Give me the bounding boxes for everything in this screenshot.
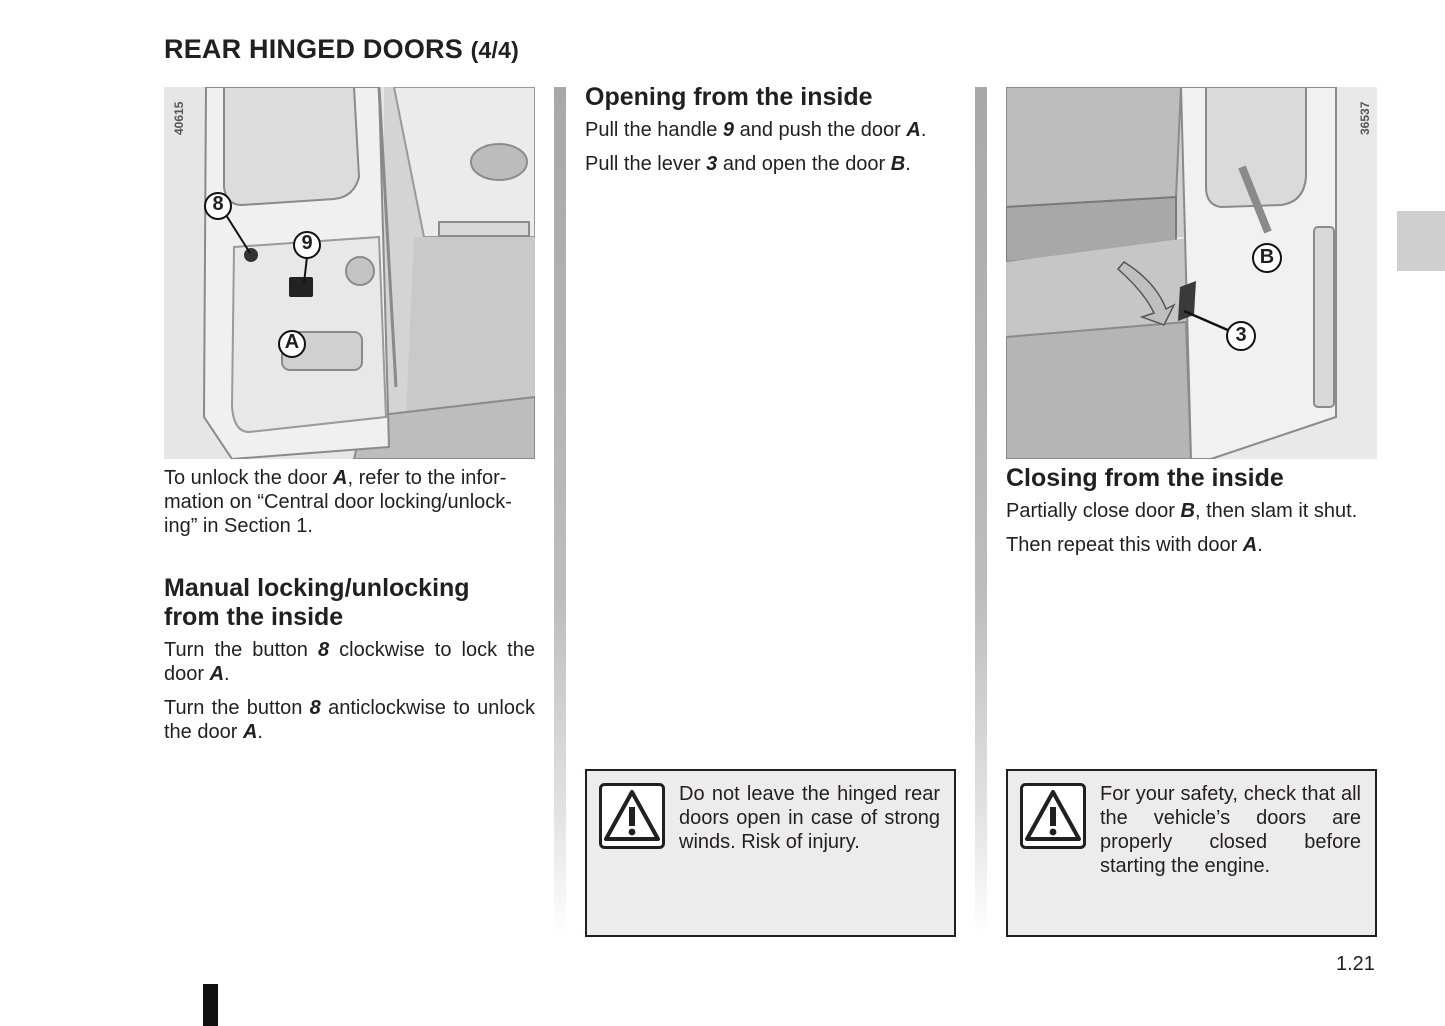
middle-column [585, 83, 956, 186]
callout-b: B [1259, 246, 1275, 268]
page-edge-marker [203, 984, 218, 1026]
page-title-main: REAR HINGED DOORS [164, 34, 463, 64]
opening-step-1-text-3: . [920, 119, 927, 141]
opening-step-2-text-3: . [905, 153, 911, 175]
closing-step-1-text-2: , then slam it shut. [1194, 500, 1358, 522]
section-tab [1397, 211, 1445, 271]
unlock-note [164, 466, 535, 538]
closing-heading: Closing from the inside [1006, 464, 1284, 492]
opening-step-1-text-2: and push the door [734, 119, 907, 141]
right-column [1006, 464, 1386, 567]
warning-text-winds: Do not leave the hinged rear doors open in case of strong winds. Risk of injury. [679, 783, 940, 853]
left-column [164, 466, 535, 754]
door-ref-b: B [890, 153, 906, 175]
warning-box-winds [585, 769, 956, 937]
unlock-note-text-2: , refer to the infor- [347, 467, 507, 489]
closing-step-1-text: Partially close door [1006, 500, 1181, 522]
manual-locking-heading-line1: Manual locking/unlocking [164, 574, 470, 602]
closing-step-2-text-2: . [1257, 534, 1263, 556]
page-number: 1.21 [1336, 953, 1375, 975]
warning-text-doors-closed: For your safety, check that all the vehicle’s doors are properly closed before starting the engine. [1100, 783, 1361, 877]
opening-heading: Opening from the inside [585, 83, 873, 111]
warning-triangle-icon [599, 783, 665, 849]
closing-step-2 [1006, 533, 1386, 557]
lock-text-1: Turn the button [164, 639, 318, 661]
figure-ref-number: 40615 [172, 101, 186, 135]
figure-rear-door-interior [164, 87, 535, 459]
door-ref-a: A [1242, 534, 1258, 556]
handle-ref-9: 9 [722, 119, 735, 141]
unlock-text-3: . [257, 721, 263, 743]
door-ref-a: A [906, 119, 921, 141]
opening-step-2 [585, 152, 956, 176]
door-ref-b: B [1180, 500, 1195, 522]
unlock-note-line3: ing” in Section 1. [164, 515, 313, 537]
warning-triangle-icon [1020, 783, 1086, 849]
lock-text-3: . [224, 663, 230, 685]
opening-step-2-text: Pull the lever [585, 153, 707, 175]
door-ref-a: A [242, 721, 258, 743]
unlock-text-1: Turn the button [164, 697, 310, 719]
callout-9: 9 [301, 232, 313, 254]
closing-step-1 [1006, 499, 1386, 523]
column-divider-left [554, 87, 566, 937]
opening-step-2-text-2: and open the door [717, 153, 891, 175]
side-door-illustration [1006, 87, 1377, 459]
page-title [164, 34, 519, 65]
door-ref-a: A [333, 467, 348, 489]
door-ref-a: A [209, 663, 225, 685]
figure-side-door-interior [1006, 87, 1377, 459]
column-divider-right [975, 87, 987, 937]
unlock-text-2: anticlockwise to unlock the door [164, 697, 535, 743]
callout-8: 8 [212, 193, 224, 215]
unlock-note-text: To unlock the door [164, 467, 333, 489]
rear-door-illustration [164, 87, 535, 459]
manual-locking-heading-line2: from the inside [164, 603, 344, 631]
lock-instruction [164, 638, 535, 686]
unlock-note-line2: mation on “Central door locking/unlock- [164, 491, 512, 513]
button-ref-8: 8 [317, 639, 330, 661]
closing-step-2-text: Then repeat this with door [1006, 534, 1243, 556]
lock-text-2: clockwise to lock the door [164, 639, 535, 685]
opening-step-1 [585, 118, 956, 142]
warning-box-doors-closed [1006, 769, 1377, 937]
opening-step-1-text: Pull the handle [585, 119, 723, 141]
manual-locking-heading [164, 574, 535, 632]
unlock-instruction [164, 696, 535, 744]
button-ref-8: 8 [309, 697, 321, 719]
lever-ref-3: 3 [706, 153, 718, 175]
page-title-part: (4/4) [470, 37, 519, 63]
callout-3: 3 [1235, 324, 1247, 346]
figure-ref-number: 36537 [1358, 101, 1372, 135]
callout-a: A [284, 331, 300, 353]
